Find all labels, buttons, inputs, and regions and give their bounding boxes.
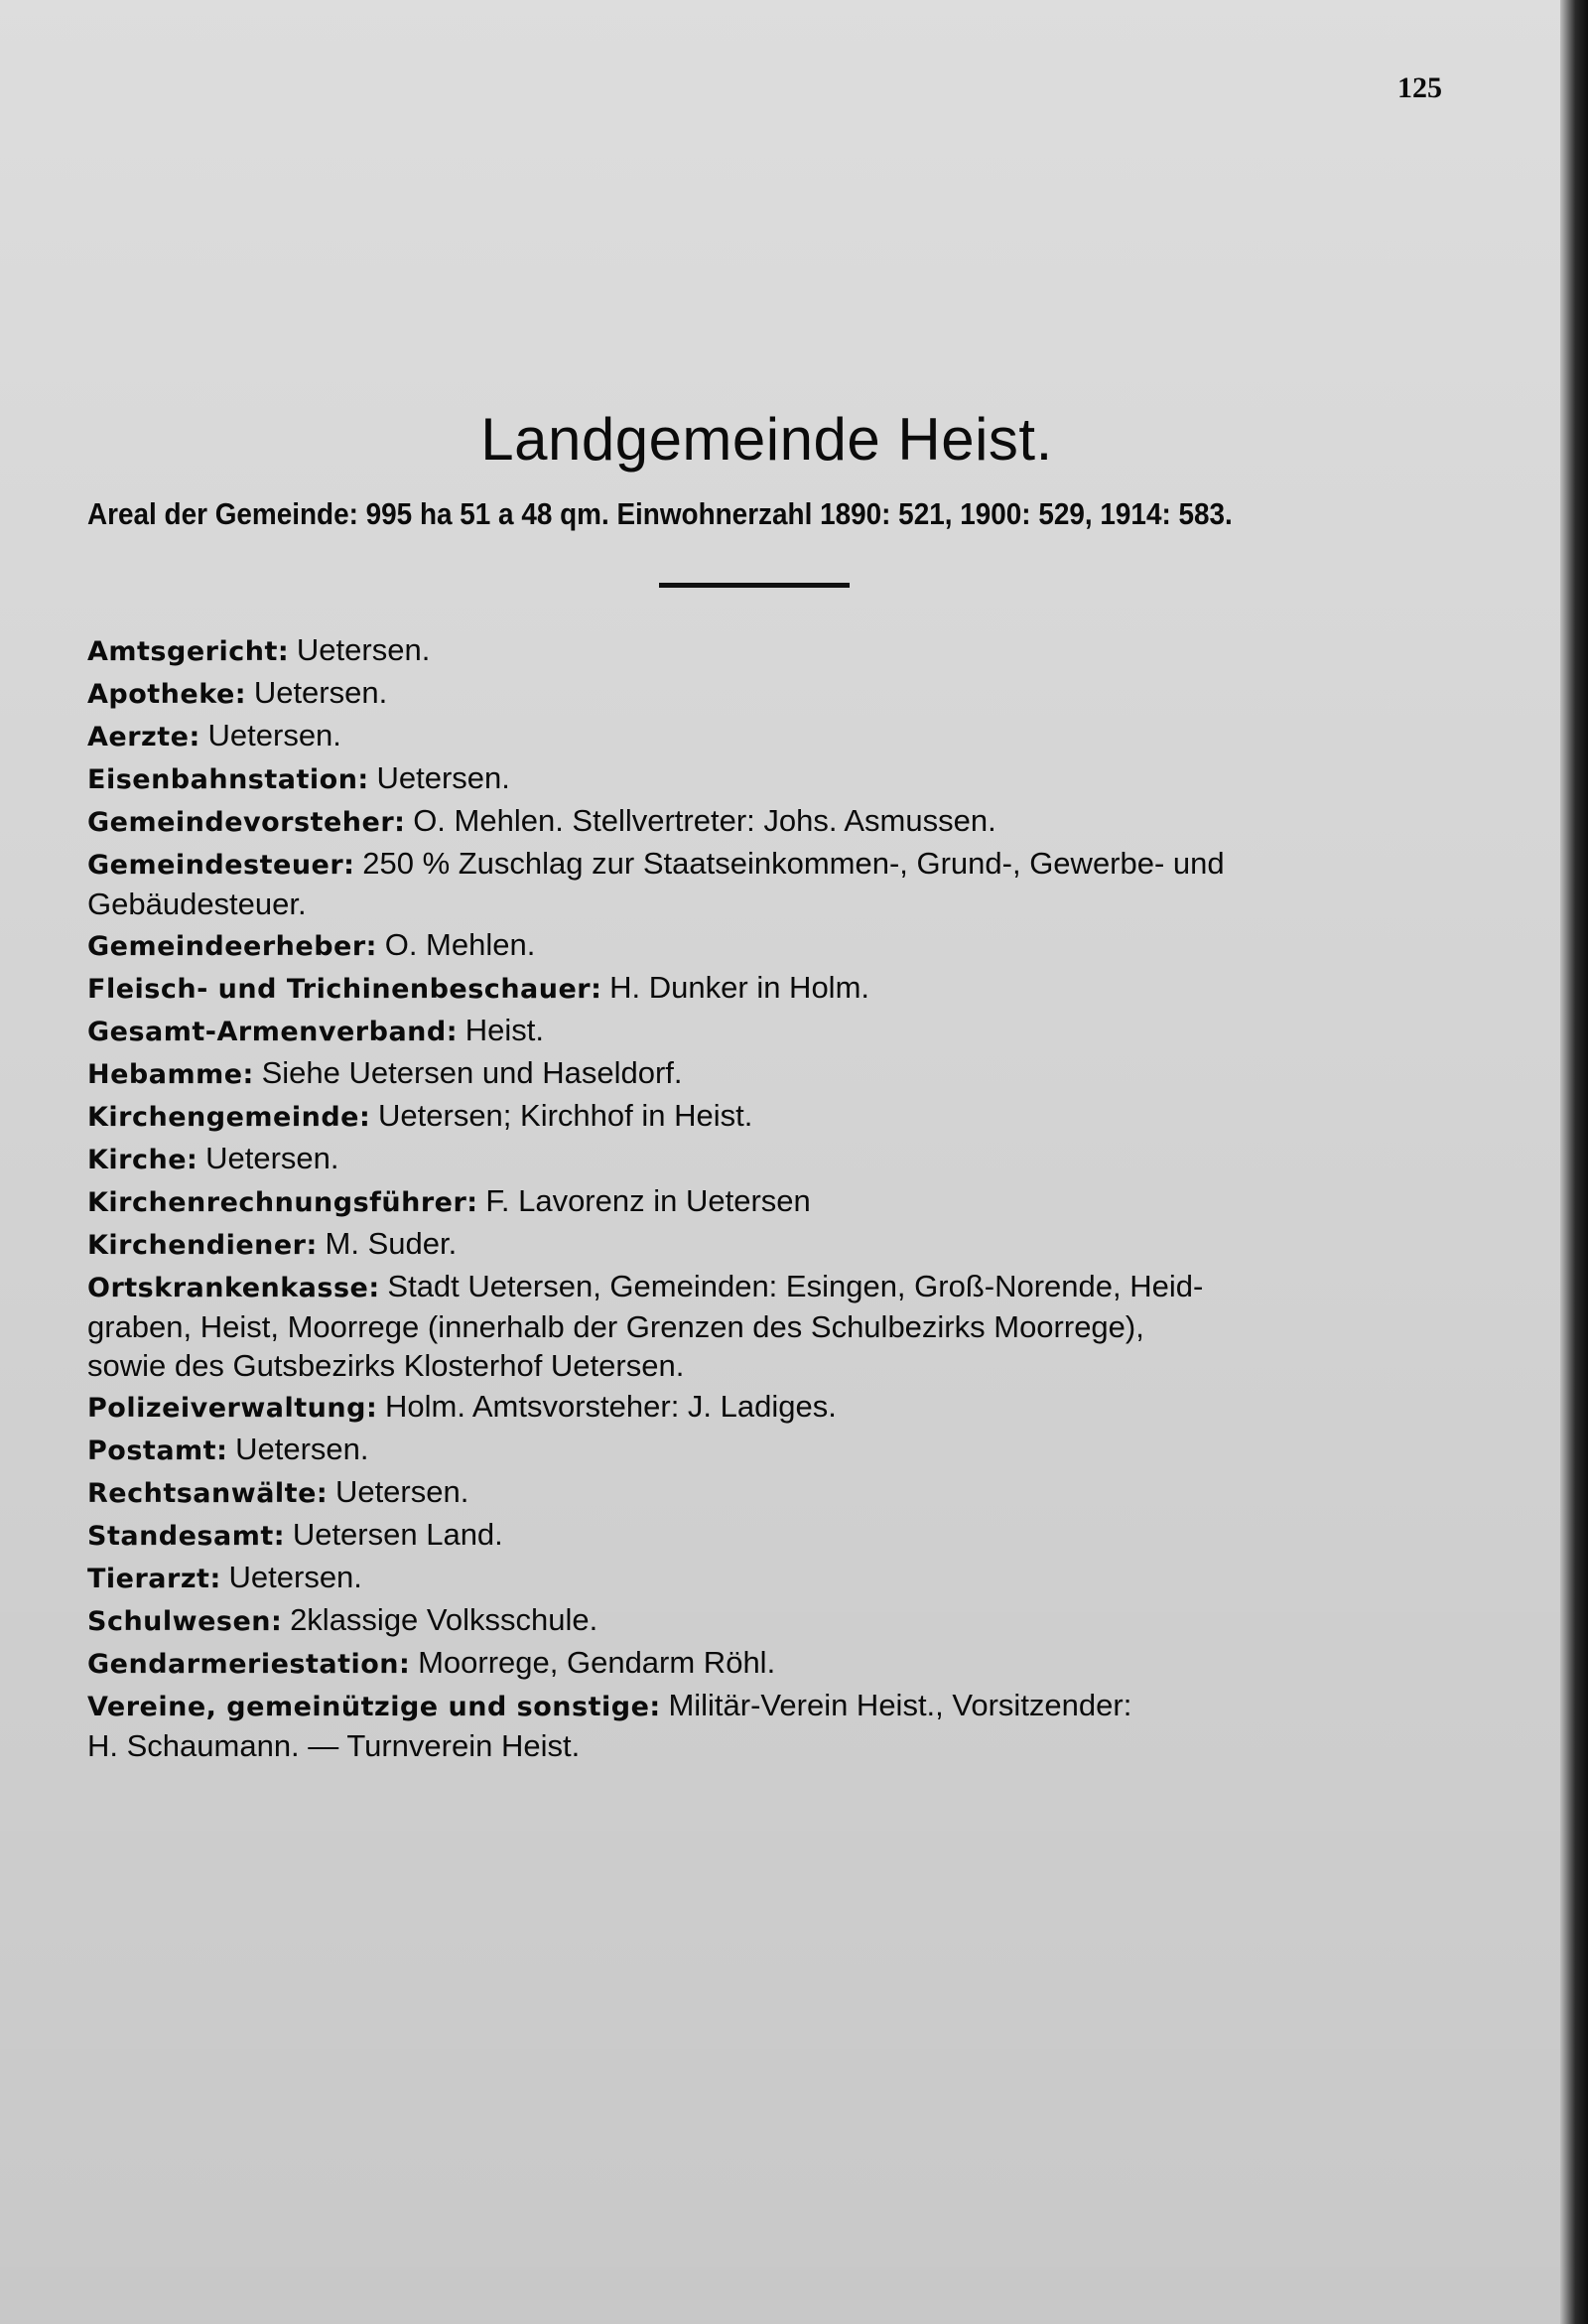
entry-value: F. Lavorenz in Uetersen xyxy=(485,1183,811,1218)
entry-value: Uetersen. xyxy=(334,1474,469,1509)
entry-key: Gemeindeerheber: xyxy=(87,931,377,962)
entry-key: Gemeindesteuer: xyxy=(87,850,355,881)
entry-key: Schulwesen: xyxy=(87,1606,283,1637)
entry-value: Siehe Uetersen und Haseldorf. xyxy=(261,1055,683,1090)
page-edge-shadow xyxy=(1560,0,1588,2324)
entry-schulwesen xyxy=(87,1600,1447,1641)
entry-gendarmeriestation xyxy=(87,1643,1447,1684)
entry-gemeindeerheber xyxy=(87,925,1447,966)
entry-value: Uetersen. xyxy=(253,675,388,710)
entry-kirchengemeinde xyxy=(87,1096,1447,1137)
entry-value: Uetersen; Kirchhof in Heist. xyxy=(378,1098,753,1133)
entry-hebamme xyxy=(87,1053,1447,1094)
entry-key: Ortskrankenkasse: xyxy=(87,1273,380,1303)
entry-value: 250 % Zuschlag zur Staatseinkommen-, Grund-, Gewerbe- und xyxy=(362,846,1225,881)
entry-key: Standesamt: xyxy=(87,1521,286,1552)
entry-key: Gesamt-Armenverband: xyxy=(87,1017,459,1047)
entry-gemeindevorsteher xyxy=(87,801,1447,842)
entry-value: Moorrege, Gendarm Röhl. xyxy=(418,1645,776,1680)
entry-key: Kirche: xyxy=(87,1145,198,1175)
entry-value: M. Suder. xyxy=(325,1226,458,1261)
entry-aerzte xyxy=(87,716,1447,756)
entry-value: 2klassige Volksschule. xyxy=(290,1602,598,1637)
entry-gemeindesteuer xyxy=(87,844,1447,923)
entry-kirchenrechnungsfuehrer xyxy=(87,1181,1447,1222)
entry-value-continued: graben, Heist, Moorrege (innerhalb der Grenzen des Schulbezirks Moorrege), xyxy=(87,1309,1144,1344)
entry-key: Fleisch- und Trichinenbeschauer: xyxy=(87,974,602,1005)
entry-value: Stadt Uetersen, Gemeinden: Esingen, Groß-Norende, Heid- xyxy=(387,1269,1204,1303)
entry-postamt xyxy=(87,1430,1447,1470)
entry-key: Tierarzt: xyxy=(87,1564,221,1594)
entry-value: Uetersen. xyxy=(235,1432,369,1466)
entry-value: O. Mehlen. Stellvertreter: Johs. Asmussen. xyxy=(413,803,996,838)
divider-rule xyxy=(659,583,850,588)
entry-value: H. Dunker in Holm. xyxy=(609,970,870,1005)
entry-key: Vereine, gemeinützige und sonstige: xyxy=(87,1692,661,1722)
entry-ortskrankenkasse xyxy=(87,1267,1447,1385)
entry-value: Uetersen Land. xyxy=(292,1517,503,1552)
entry-eisenbahnstation xyxy=(87,758,1447,799)
entry-value: O. Mehlen. xyxy=(384,927,536,962)
entry-fleischbeschauer xyxy=(87,968,1447,1009)
entries-list xyxy=(87,630,1447,1765)
entry-key: Postamt: xyxy=(87,1435,228,1466)
entry-value: Heist. xyxy=(464,1013,545,1047)
entry-key: Eisenbahnstation: xyxy=(87,764,369,795)
entry-key: Gendarmeriestation: xyxy=(87,1649,411,1680)
entry-armenverband xyxy=(87,1011,1447,1051)
entry-value: Militär-Verein Heist., Vorsitzender: xyxy=(668,1688,1132,1722)
entry-key: Rechtsanwälte: xyxy=(87,1478,329,1509)
entry-kirchendiener xyxy=(87,1224,1447,1265)
entry-key: Gemeindevorsteher: xyxy=(87,807,406,838)
entry-polizeiverwaltung xyxy=(87,1387,1447,1428)
entry-key: Polizeiverwaltung: xyxy=(87,1393,378,1424)
entry-tierarzt xyxy=(87,1558,1447,1598)
entry-standesamt xyxy=(87,1515,1447,1556)
entry-value-continued: sowie des Gutsbezirks Klosterhof Uetersen. xyxy=(87,1348,685,1383)
entry-key: Aerzte: xyxy=(87,722,200,752)
entry-value: Uetersen. xyxy=(207,718,341,752)
entry-value: Uetersen. xyxy=(296,632,431,667)
area-population-line: Areal der Gemeinde: 995 ha 51 a 48 qm. Einwohnerzahl 1890: 521, 1900: 529, 1914: 583. xyxy=(87,496,1233,531)
entry-key: Kirchenrechnungsführer: xyxy=(87,1187,478,1218)
entry-value-continued: H. Schaumann. — Turnverein Heist. xyxy=(87,1728,581,1763)
entry-value: Holm. Amtsvorsteher: J. Ladiges. xyxy=(385,1389,837,1424)
entry-apotheke xyxy=(87,673,1447,714)
entry-key: Kirchengemeinde: xyxy=(87,1102,371,1133)
page-number: 125 xyxy=(1397,71,1442,104)
entry-rechtsanwaelte xyxy=(87,1472,1447,1513)
entry-key: Kirchendiener: xyxy=(87,1230,318,1261)
entry-kirche xyxy=(87,1139,1447,1179)
entry-value-continued: Gebäudesteuer. xyxy=(87,887,307,921)
entry-key: Apotheke: xyxy=(87,679,247,710)
entry-value: Uetersen. xyxy=(228,1560,362,1594)
entry-key: Amtsgericht: xyxy=(87,636,290,667)
entry-value: Uetersen. xyxy=(205,1141,339,1175)
entry-value: Uetersen. xyxy=(376,760,510,795)
page-title: Landgemeinde Heist. xyxy=(480,406,1053,473)
entry-vereine xyxy=(87,1686,1447,1765)
entry-key: Hebamme: xyxy=(87,1059,254,1090)
entry-amtsgericht xyxy=(87,630,1447,671)
